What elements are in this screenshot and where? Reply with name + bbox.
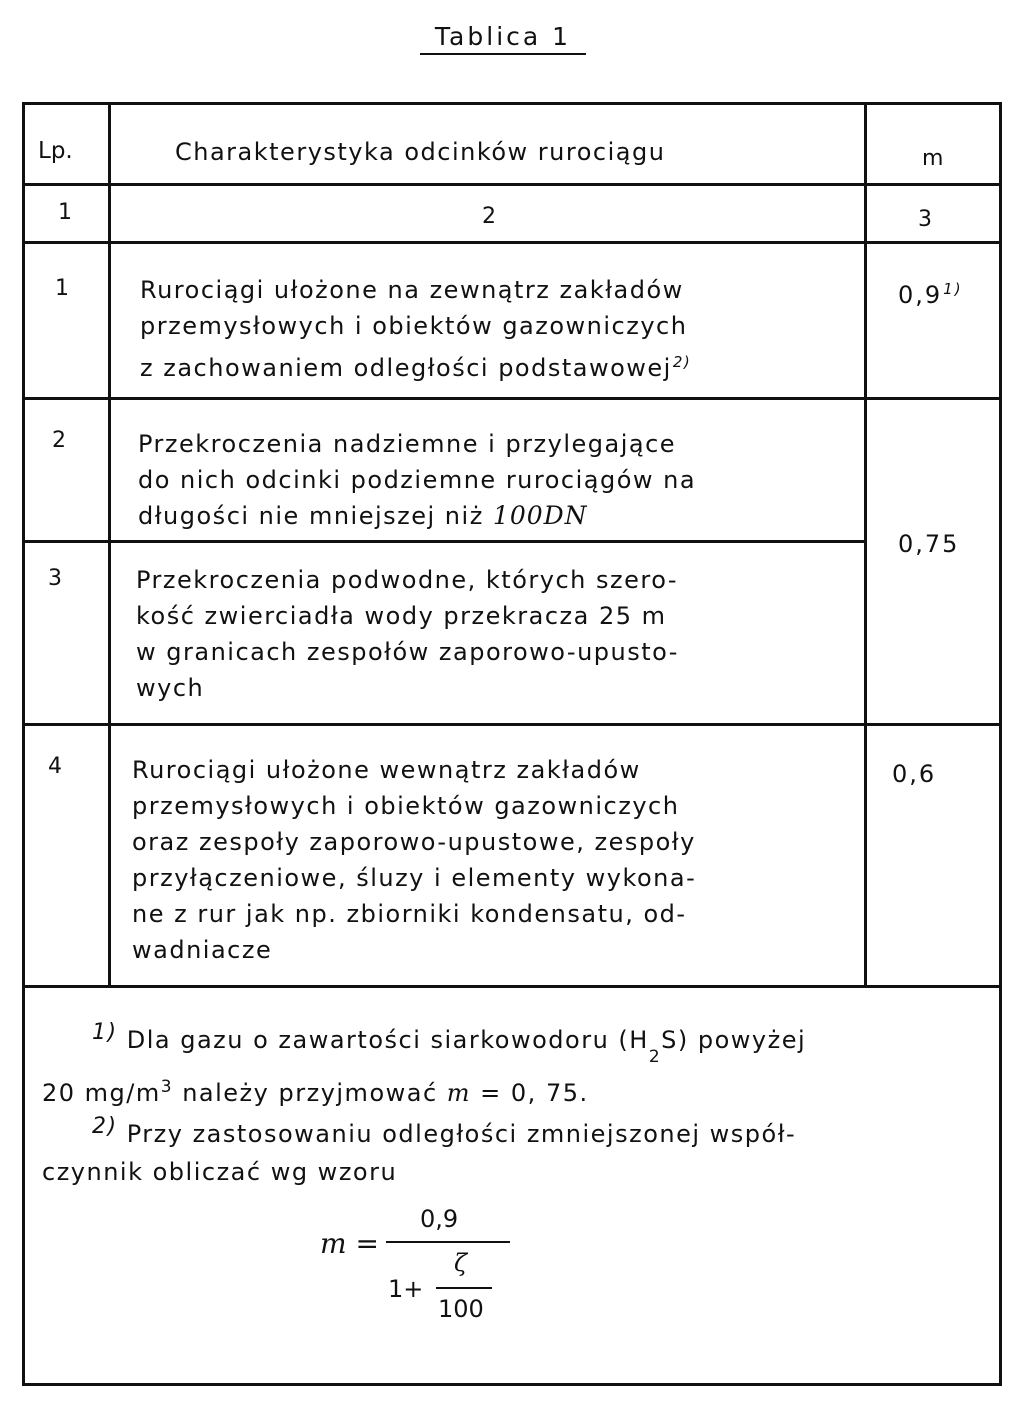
row-4-text: Rurociągi ułożone wewnątrz zakładów przemysłowych i obiektów gazowniczych oraz zespoły zaporowo-upustowe, zespoły przyłączeniowe, śluzy i elementy wykona- ne z rur jak np. zbiorniki kondensatu, od- wadniacze — [132, 756, 697, 964]
formula — [320, 1205, 540, 1335]
row-1-text-body: Rurociągi ułożone na zewnątrz zakładów przemysłowych i obiektów gazowniczych z zachowaniem odległości podstawowej — [140, 276, 688, 382]
footnote-2-line2: czynnik obliczać wg wzoru — [42, 1158, 398, 1186]
row-1-text — [140, 272, 691, 386]
footnote-1-text-a: Dla gazu o zawartości siarkowodoru (H — [126, 1026, 649, 1054]
row-divider-3 — [22, 723, 1002, 726]
colnum-2: 2 — [482, 204, 496, 229]
row-1-m-value: 0,9 — [898, 281, 943, 309]
formula-main-fraction-line — [386, 1241, 510, 1243]
row-2-text — [138, 426, 696, 534]
row-2-lp: 2 — [52, 428, 66, 453]
row-3-text: Przekroczenia podwodne, których szero- kość zwierciadła wody przekracza 25 m w granicach zespołów zaporowo-upusto- wych — [136, 566, 679, 702]
row-divider-4 — [22, 985, 1002, 988]
row-3-lp: 3 — [48, 566, 62, 591]
formula-inner-denominator: 100 — [438, 1295, 484, 1323]
footnote-1 — [42, 1014, 992, 1112]
row-4-lp: 4 — [48, 754, 62, 779]
footnote-1-line2-a: 20 mg/m — [42, 1078, 161, 1107]
footnote-2 — [42, 1108, 992, 1191]
row-divider-1 — [22, 397, 1002, 400]
footnote-2-marker: 2) — [92, 1114, 118, 1139]
row-2-text-dn: 100DN — [492, 501, 588, 530]
header-characteristics: Charakterystyka odcinków rurociągu — [175, 138, 666, 166]
row-4-m: 0,6 — [892, 760, 937, 788]
row-2-text-body: Przekroczenia nadziemne i przylegające do nich odcinki podziemne rurociągów na długości nie mniejszej niż — [138, 430, 697, 530]
footnote-1-marker: 1) — [92, 1020, 118, 1045]
formula-inner-fraction-line — [436, 1287, 492, 1289]
formula-lhs: m = — [320, 1227, 379, 1260]
formula-denominator-prefix: 1+ — [388, 1275, 424, 1303]
footnote-1-sub: 2 — [648, 1046, 662, 1067]
colnum-1: 1 — [58, 200, 72, 225]
formula-inner-numerator: ζ — [454, 1249, 468, 1277]
formula-numerator: 0,9 — [420, 1205, 459, 1233]
footnote-2-text: Przy zastosowaniu odległości zmniejszonej współ- — [126, 1120, 797, 1148]
row-1-m-footnote: 1) — [943, 280, 963, 298]
row-2-3-m: 0,75 — [898, 530, 960, 558]
row-divider-colnums — [22, 241, 1002, 244]
col-divider-1 — [108, 105, 111, 985]
header-lp: Lp. — [38, 138, 73, 164]
footnote-1-line2-c: = 0, 75. — [471, 1078, 589, 1107]
footnote-1-text-b: S) powyżej — [661, 1026, 807, 1054]
row-divider-header — [22, 183, 1002, 186]
title-underline — [420, 53, 586, 55]
colnum-3: 3 — [918, 207, 932, 232]
col-divider-2 — [864, 105, 867, 985]
footnote-1-sup: 3 — [160, 1076, 174, 1097]
footnote-1-line2-b: należy przyjmować — [173, 1078, 447, 1107]
row-1-lp: 1 — [55, 276, 69, 301]
footnote-1-var: m — [446, 1078, 472, 1107]
row-1-m — [898, 280, 963, 309]
row-divider-2 — [22, 540, 867, 543]
header-m: m — [922, 146, 944, 171]
table-title: Tablica 1 — [434, 22, 572, 51]
row-1-text-footnote: 2) — [672, 353, 692, 371]
